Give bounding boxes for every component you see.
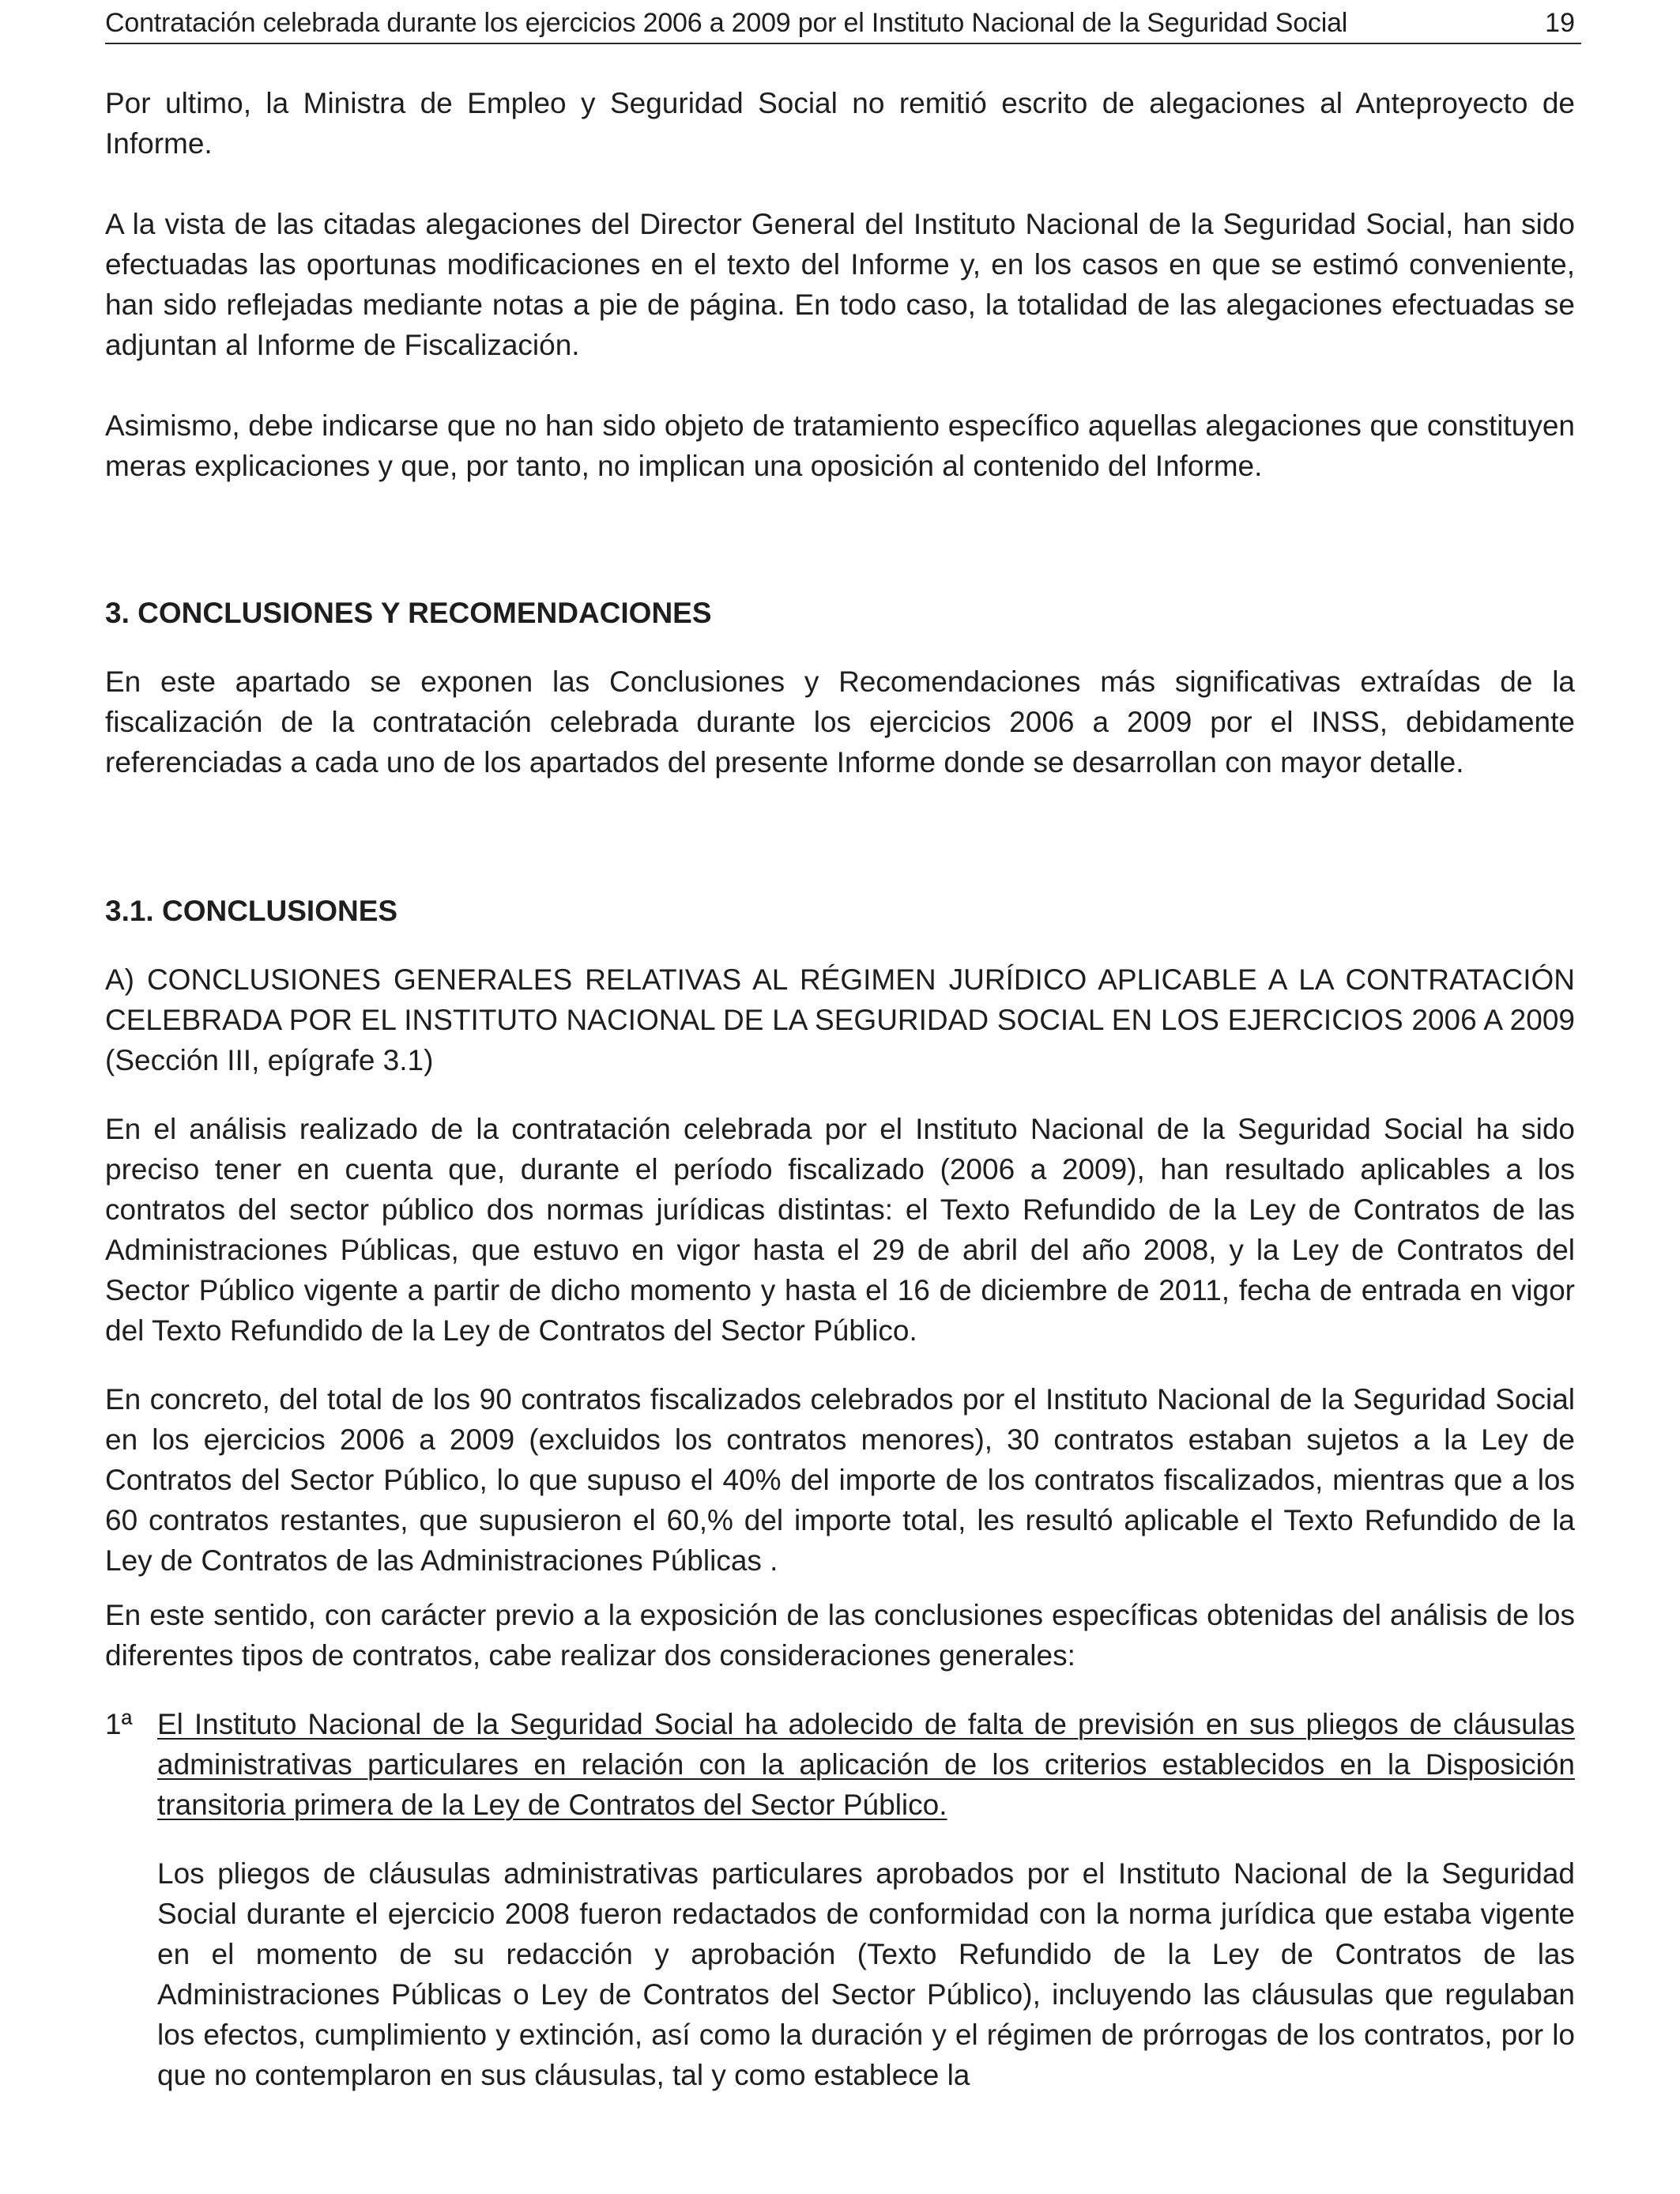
paragraph-en-concreto: En concreto, del total de los 90 contratos fiscalizados celebrados por el Instituto Nacional de la Seguridad Social en los ejercicios 2006 a 2009 (excluidos los contratos menores), 30 contratos estaban sujetos a la Ley de Contratos del Sector Público, lo que supuso el 40% del importe de los contratos fiscalizados, mientras que a los 60 contratos restantes, que supusieron el 60,% del importe total, les resultó aplicable el Texto Refundido de la Ley de Contratos de las Administraciones Públicas . <box>105 1383 1575 1577</box>
paragraph-analisis-normas: En el análisis realizado de la contratación celebrada por el Instituto Nacional de la Seguridad Social ha sido preciso tener en cuenta que, durante el período fiscalizado (2006 a 2009), han resultado aplicables a los contratos del sector público dos normas jurídicas distintas: el Texto Refundido de la Ley de Contratos de las Administraciones Públicas, que estuvo en vigor hasta el 29 de abril del año 2008, y la Ley de Contratos del Sector Público vigente a partir de dicho momento y hasta el 16 de diciembre de 2011, fecha de entrada en vigor del Texto Refundido de la Ley de Contratos del Sector Público. <box>105 1113 1575 1347</box>
subsection-heading-a: A) CONCLUSIONES GENERALES RELATIVAS AL RÉGIMEN JURÍDICO APLICABLE A LA CONTRATACIÓN CELEBRADA POR EL INSTITUTO NACIONAL DE LA SEGURIDAD SOCIAL EN LOS EJERCICIOS 2006 A 2009 (Sección III, epígrafe 3.1) <box>105 963 1575 1076</box>
paragraph-alegaciones-ministra: Por ultimo, la Ministra de Empleo y Seguridad Social no remitió escrito de alegaciones al Anteproyecto de Informe. <box>105 87 1575 160</box>
document-body <box>105 83 1575 2095</box>
section-heading-conclusiones: 3.1. CONCLUSIONES <box>105 895 398 927</box>
paragraph-pliegos-clausulas: Los pliegos de cláusulas administrativas particulares aprobados por el Instituto Nacional de la Seguridad Social durante el ejercicio 2008 fueron redactados de conformidad con la norma jurídica que estaba vigente en el momento de su redacción y aprobación (Texto Refundido de la Ley de Contratos de las Administraciones Públicas o Ley de Contratos del Sector Público), incluyendo las cláusulas que regulaban los efectos, cumplimiento y extinción, así como la duración y el régimen de prórrogas de los contratos, por lo que no contemplaron en sus cláusulas, tal y como establece la <box>157 1857 1575 2091</box>
running-header <box>105 5 1581 44</box>
list-item-number: 1ª <box>105 1708 133 1740</box>
list-item-underlined-text: El Instituto Nacional de la Seguridad Social ha adolecido de falta de previsión en sus pliegos de cláusulas administrativas particulares en relación con la aplicación de los criterios establecidos en la Disposición transitoria primera de la Ley de Contratos del Sector Público. <box>157 1708 1575 1821</box>
list-item-consideracion-1 <box>105 1704 1575 1825</box>
paragraph-modificaciones: A la vista de las citadas alegaciones del Director General del Instituto Nacional de la Seguridad Social, han sido efectuadas las oportunas modificaciones en el texto del Informe y, en los casos en que se estimó conveniente, han sido reflejadas mediante notas a pie de página. En todo caso, la totalidad de las alegaciones efectuadas se adjuntan al Informe de Fiscalización. <box>105 208 1575 361</box>
header-title: Contratación celebrada durante los ejercicios 2006 a 2009 por el Instituto Nacional de la Seguridad Social <box>105 8 1348 38</box>
paragraph-intro-conclusiones: En este apartado se exponen las Conclusiones y Recomendaciones más significativas extraídas de la fiscalización de la contratación celebrada durante los ejercicios 2006 a 2009 por el INSS, debidamente referenciadas a cada uno de los apartados del presente Informe donde se desarrollan con mayor detalle. <box>105 665 1575 778</box>
page-number: 19 <box>1545 8 1575 38</box>
paragraph-asimismo: Asimismo, debe indicarse que no han sido objeto de tratamiento específico aquellas alegaciones que constituyen meras explicaciones y que, por tanto, no implican una oposición al contenido del Informe. <box>105 409 1575 482</box>
section-heading-conclusiones-recomendaciones: 3. CONCLUSIONES Y RECOMENDACIONES <box>105 597 712 629</box>
paragraph-en-este-sentido: En este sentido, con carácter previo a la exposición de las conclusiones específicas obtenidas del análisis de los diferentes tipos de contratos, cabe realizar dos consideraciones generales: <box>105 1599 1575 1672</box>
